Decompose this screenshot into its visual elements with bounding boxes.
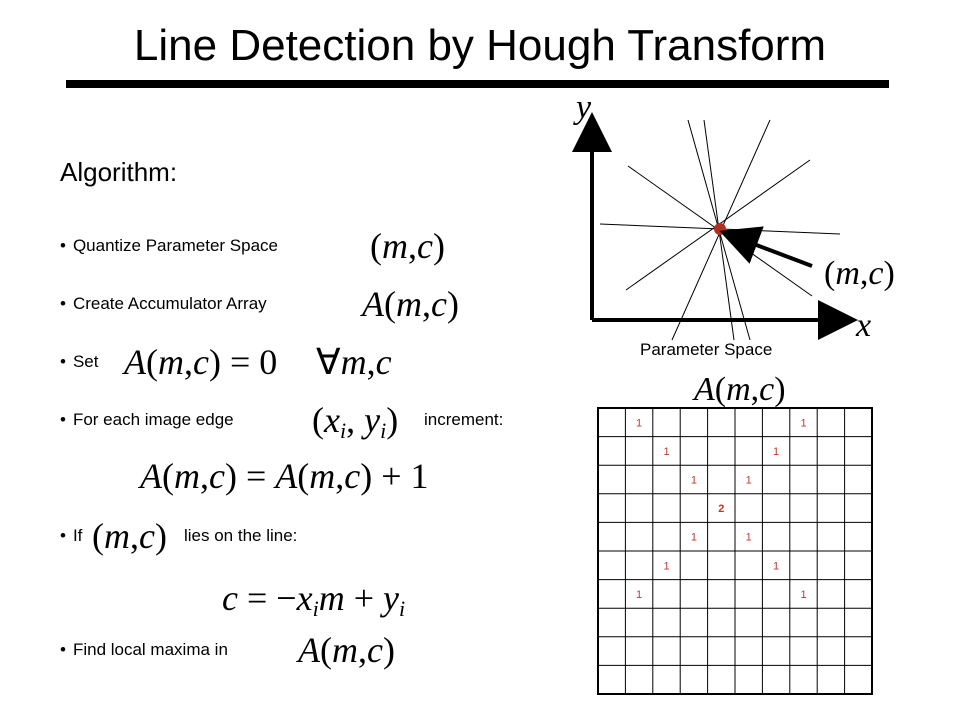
accumulator-cell-value: 1 [663, 445, 670, 458]
bullet-dot: • [60, 640, 66, 659]
bullet-text: Create Accumulator Array [72, 294, 267, 313]
accumulator-cell-value: 1 [690, 474, 697, 487]
accumulator-label: A(m,c) [694, 371, 786, 408]
accumulator-cell-value: 1 [800, 417, 807, 430]
formula-set-zero: A(m,c) = 0 [124, 342, 278, 382]
parameter-space-caption: Parameter Space [640, 340, 773, 359]
formula-forall: ∀m,c [316, 342, 392, 382]
bullet-text: If [72, 526, 83, 545]
accumulator-cell-value: 1 [690, 531, 697, 544]
accumulator-cell-value: 1 [636, 588, 643, 601]
accumulator-cell-value: 2 [718, 503, 725, 516]
slide-title: Line Detection by Hough Transform [133, 21, 827, 70]
bullet-text: Find local maxima in [72, 640, 228, 659]
point-label: (m,c) [824, 255, 895, 292]
accumulator-cell-value: 1 [773, 445, 780, 458]
accumulator-grid [598, 408, 872, 694]
bullet-dot: • [60, 352, 66, 371]
accumulator-cell-value: 1 [745, 531, 752, 544]
bullet-dot: • [60, 294, 66, 313]
formula-A-mc-maxima: A(m,c) [298, 630, 395, 670]
formula-edge-point: ($x_i$, $y_i$) [312, 400, 399, 443]
bullet-suffix-increment: increment: [424, 410, 504, 429]
bullet-dot: • [60, 526, 66, 545]
accumulator-cell-value: 1 [800, 588, 807, 601]
accumulator-cell-value: 1 [745, 474, 752, 487]
bullet-dot: • [60, 236, 66, 255]
intersection-point [714, 223, 726, 235]
accumulator-cell-value: 1 [663, 560, 670, 573]
y-axis-label: y [576, 89, 592, 126]
algorithm-heading: Algorithm: [60, 157, 178, 187]
accumulator-cell-value: 1 [636, 417, 643, 430]
formula-increment: A(m,c) = A(m,c) + 1 [140, 456, 429, 496]
bullet-text: Set [72, 352, 99, 371]
formula-mc: (m,c) [370, 226, 445, 266]
bullet-text: Quantize Parameter Space [72, 236, 279, 255]
bullet-dot: • [60, 410, 66, 429]
bullet-suffix-line: lies on the line: [184, 526, 298, 545]
x-axis-label: x [856, 307, 872, 344]
bullet-text: For each image edge [72, 410, 234, 429]
accumulator-cell-value: 1 [773, 560, 780, 573]
formula-A-mc: A(m,c) [362, 284, 459, 324]
formula-line-eq: $c = -x_im + y_i$ [222, 578, 406, 621]
formula-mc-if: (m,c) [92, 516, 167, 556]
